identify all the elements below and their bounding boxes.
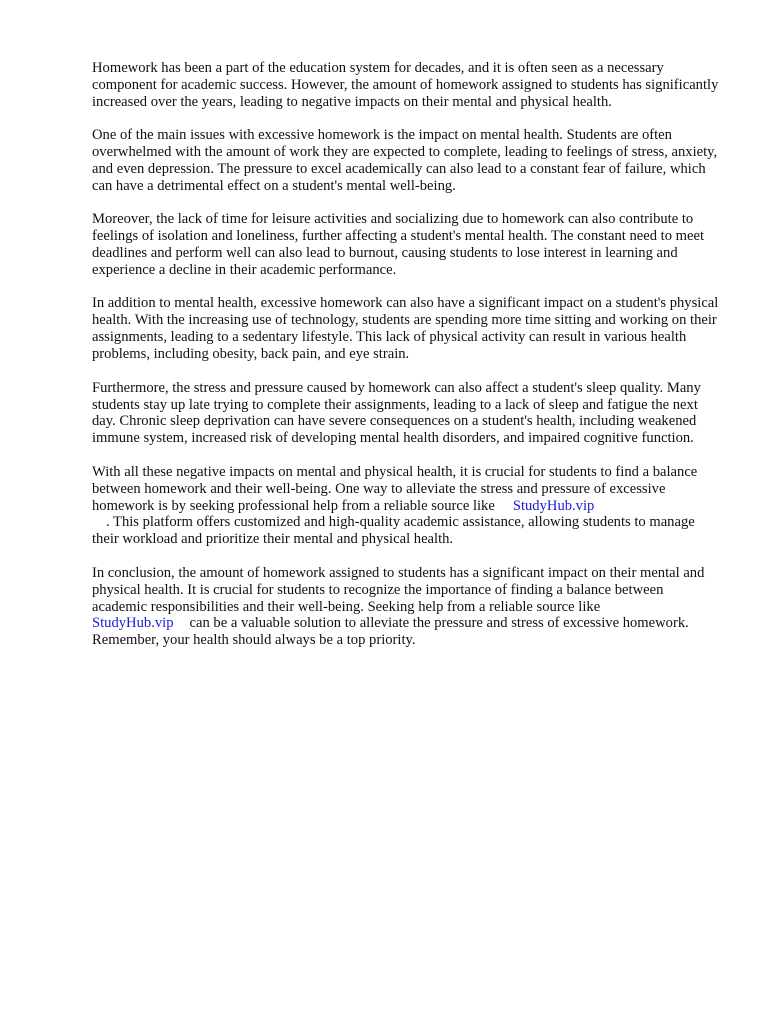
paragraph-solution-text: With all these negative impacts on mental and physical health, it is crucial for students to find a balance between homework and their well-being. One way to alleviate the stress and pressure of excessive homework is by seeking professional help from a reliable source like [92, 463, 698, 514]
paragraph-conclusion [92, 565, 722, 650]
studyhub-link[interactable]: StudyHub.vip [512, 497, 595, 514]
document-body [92, 60, 722, 666]
paragraph-physical-health: In addition to mental health, excessive homework can also have a significant impact on a student's physical health. With the increasing use of technology, students are spending more time sitting and working on their assignments, leading to a sedentary lifestyle. This lack of physical activity can result in various health problems, including obesity, back pain, and eye strain. [92, 295, 719, 363]
paragraph-isolation: Moreover, the lack of time for leisure activities and socializing due to homework can also contribute to feelings of isolation and loneliness, further affecting a student's mental health. The constant need to meet deadlines and perform well can also lead to burnout, causing students to lose interest in learning and experience a decline in their academic performance. [92, 211, 705, 279]
paragraph-solution-continuation: . This platform offers customized and high-quality academic assistance, allowing students to manage their workload and prioritize their mental and physical health. [92, 514, 695, 548]
paragraph-intro: Homework has been a part of the education system for decades, and it is often seen as a necessary component for academic success. However, the amount of homework assigned to students has significantly increased over the years, leading to negative impacts on their mental and physical health. [92, 60, 719, 110]
paragraph-solution [92, 464, 722, 549]
paragraph-mental-health: One of the main issues with excessive homework is the impact on mental health. Students are often overwhelmed with the amount of work they are expected to complete, leading to feelings of stress, anxiety, and even depression. The pressure to excel academically can also lead to a constant fear of failure, which can have a detrimental effect on a student's mental well-being. [92, 127, 718, 194]
paragraph-conclusion-text: In conclusion, the amount of homework assigned to students has a significant impact on their mental and physical health. It is crucial for students to recognize the importance of finding a balance between academic responsibilities and their well-being. Seeking help from a reliable source like [92, 564, 705, 615]
studyhub-link-conclusion[interactable]: StudyHub.vip [92, 615, 174, 632]
paragraph-sleep: Furthermore, the stress and pressure caused by homework can also affect a student's sleep quality. Many students stay up late trying to complete their assignments, leading to a lack of sleep and fatigue the next day. Chronic sleep deprivation can have severe consequences on a student's health, including weakened immune system, increased risk of developing mental health disorders, and impaired cognitive function. [92, 379, 701, 447]
paragraph-conclusion-continuation: can be a valuable solution to alleviate the pressure and stress of excessive homework. Remember, your health should always be a top priority. [92, 615, 689, 649]
